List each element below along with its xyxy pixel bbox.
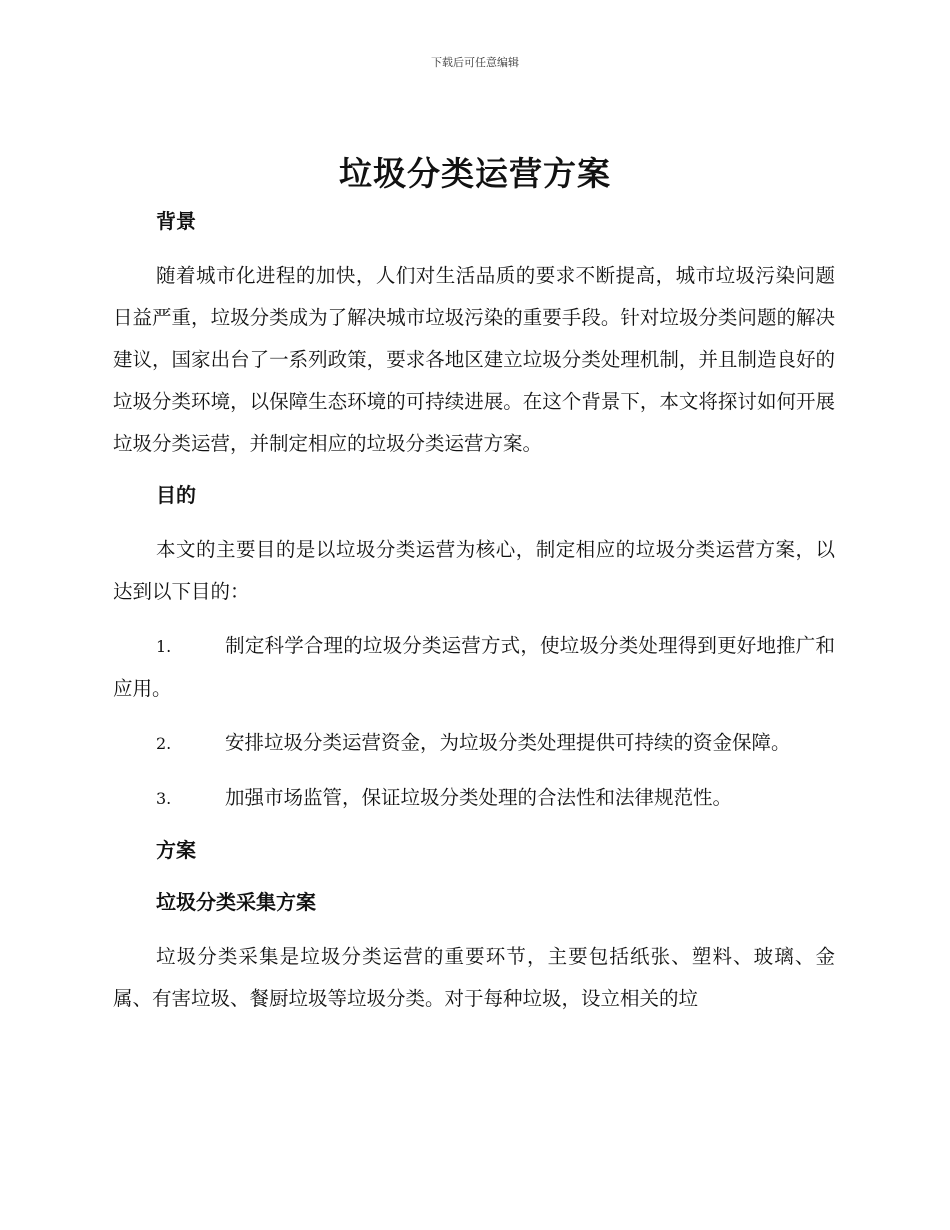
background-paragraph: 随着城市化进程的加快，人们对生活品质的要求不断提高，城市垃圾污染问题日益严重，垃圾分类成为了解决城市垃圾污染的重要手段。针对垃圾分类问题的解决建议，国家出台了一系列政策，要求各地区建立垃圾分类处理机制，并且制造良好的垃圾分类环境，以保障生态环境的可持续进展。在这个背景下，本文将探讨如何开展垃圾分类运营，并制定相应的垃圾分类运营方案。: [113, 264, 835, 455]
document-body: [113, 203, 835, 1020]
section-heading-purpose: 目的: [156, 483, 196, 507]
list-item-text: 制定科学合理的垃圾分类运营方式，使垃圾分类处理得到更好地推广和应用。: [113, 634, 835, 700]
subsection-heading-collection: 垃圾分类采集方案: [156, 890, 316, 914]
list-item: [113, 777, 835, 820]
list-item-number: 1.: [156, 637, 172, 656]
document-title: 垃圾分类运营方案: [339, 154, 611, 193]
page-header-note: 下载后可任意编辑: [431, 56, 519, 69]
list-item-number: 2.: [156, 734, 172, 753]
list-item: [113, 625, 835, 710]
section-heading-background: 背景: [156, 209, 196, 233]
collection-paragraph: 垃圾分类采集是垃圾分类运营的重要环节，主要包括纸张、塑料、玻璃、金属、有害垃圾、餐厨垃圾等垃圾分类。对于每种垃圾，设立相关的垃: [113, 945, 835, 1010]
section-heading-plan: 方案: [156, 838, 196, 862]
list-item-number: 3.: [156, 789, 172, 808]
list-item-text: 安排垃圾分类运营资金，为垃圾分类处理提供可持续的资金保障。: [225, 731, 791, 754]
purpose-paragraph: 本文的主要目的是以垃圾分类运营为核心，制定相应的垃圾分类运营方案，以达到以下目的：: [113, 538, 835, 603]
list-item-text: 加强市场监管，保证垃圾分类处理的合法性和法律规范性。: [225, 786, 733, 809]
list-item: [113, 722, 835, 765]
